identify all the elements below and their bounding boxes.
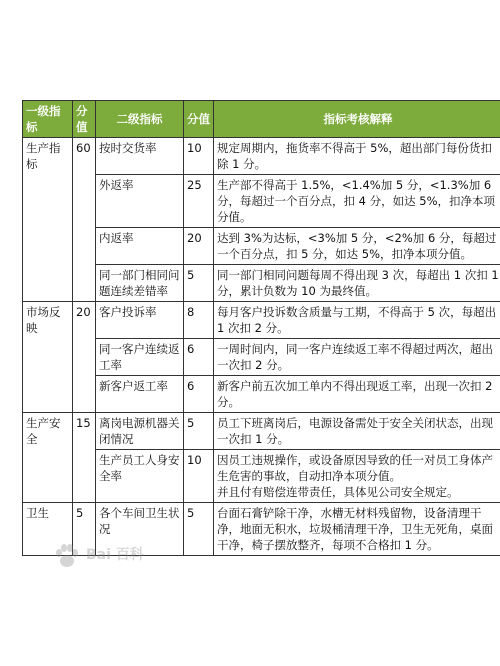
level2-score-cell: 10 xyxy=(184,450,214,503)
header-level1: 一级指标 xyxy=(23,101,73,138)
explanation-cell: 员工下班离岗后，电源设备需处于安全关闭状态，出现一次扣 1 分。 xyxy=(214,413,500,450)
header-level2: 二级指标 xyxy=(96,101,184,138)
level1-score-cell: 5 xyxy=(73,503,96,556)
table-header-row xyxy=(23,101,500,138)
explanation-cell: 规定周期内，拖货率不得高于 5%，超出部门每份货扣除 1 分。 xyxy=(214,138,500,175)
level1-cell: 生产安全 xyxy=(23,413,73,503)
kpi-table xyxy=(22,100,500,556)
level2-cell: 内返率 xyxy=(96,228,184,265)
level2-cell: 客户投诉率 xyxy=(96,302,184,339)
table-row xyxy=(23,138,500,175)
level2-score-cell: 8 xyxy=(184,302,214,339)
level1-score-cell: 60 xyxy=(73,138,96,302)
level2-score-cell: 6 xyxy=(184,376,214,413)
level2-score-cell: 25 xyxy=(184,175,214,228)
level1-cell: 生产指标 xyxy=(23,138,73,302)
level1-score-cell: 20 xyxy=(73,302,96,413)
explanation-cell: 达到 3%为达标，<3%加 5 分，<2%加 6 分，每超过一个百分点，扣 5 分，如达 5%，扣净本项分值。 xyxy=(214,228,500,265)
watermark-text: Bai 百科 xyxy=(86,547,144,563)
level2-cell: 按时交货率 xyxy=(96,138,184,175)
header-score2: 分值 xyxy=(184,101,214,138)
explanation-cell: 一周时间内，同一客户连续返工率不得超过两次，超出一次扣 2 分。 xyxy=(214,339,500,376)
level2-cell: 同一客户连续返工率 xyxy=(96,339,184,376)
level2-score-cell: 5 xyxy=(184,413,214,450)
level2-cell: 同一部门相同问题连续差错率 xyxy=(96,265,184,302)
explanation-cell: 同一部门相同问题每周不得出现 3 次，每超出 1 次扣 1 分，累计负数为 10 为最终值。 xyxy=(214,265,500,302)
explanation-cell: 新客户前五次加工单内不得出现返工率，出现一次扣 2 分。 xyxy=(214,376,500,413)
explanation-cell: 每月客户投诉数含质量与工期，不得高于 5 次，每超出 1 次扣 2 分。 xyxy=(214,302,500,339)
header-score1: 分值 xyxy=(73,101,96,138)
level2-cell: 新客户返工率 xyxy=(96,376,184,413)
level2-score-cell: 5 xyxy=(184,265,214,302)
level2-score-cell: 20 xyxy=(184,228,214,265)
level1-cell: 市场反映 xyxy=(23,302,73,413)
baike-watermark xyxy=(52,542,144,570)
table-row xyxy=(23,302,500,339)
paw-logo-icon xyxy=(52,542,82,570)
table-row xyxy=(23,413,500,450)
level2-cell: 各个车间卫生状况 xyxy=(96,503,184,556)
header-explanation: 指标考核解释 xyxy=(214,101,500,138)
level2-score-cell: 10 xyxy=(184,138,214,175)
explanation-cell: 生产部不得高于 1.5%，<1.4%加 5 分，<1.3%加 6 分，每超过一个百分点，扣 4 分，如达 5%，扣净本项分值。 xyxy=(214,175,500,228)
level2-cell: 离岗电源机器关闭情况 xyxy=(96,413,184,450)
level2-cell: 生产员工人身安全率 xyxy=(96,450,184,503)
level1-cell: 卫生 xyxy=(23,503,73,556)
level2-score-cell: 5 xyxy=(184,503,214,556)
level2-cell: 外返率 xyxy=(96,175,184,228)
explanation-cell: 因员工违规操作，或设备原因导致的任一对员工身体产生危害的事故，自动扣净本项分值。 并且付有赔偿连带责任，具体见公司安全规定。 xyxy=(214,450,500,503)
level1-score-cell: 15 xyxy=(73,413,96,503)
level2-score-cell: 6 xyxy=(184,339,214,376)
explanation-cell: 台面石膏铲除干净，水槽无材料残留物，设备清理干净，地面无积水，垃圾桶清理干净，卫生无死角，桌面干净，椅子摆放整齐，每项不合格扣 1 分。 xyxy=(214,503,500,556)
